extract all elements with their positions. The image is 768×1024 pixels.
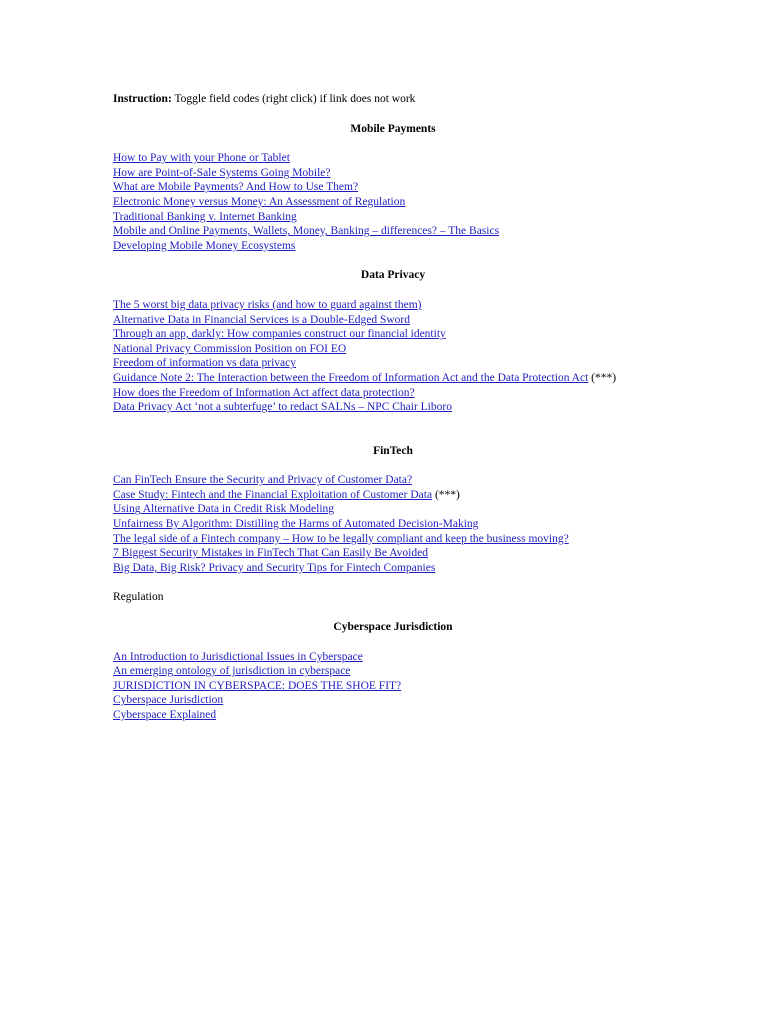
link-note-marker: (***) — [432, 488, 460, 501]
instruction-label: Instruction: — [113, 93, 172, 105]
link-cyberspace-explained[interactable]: Cyberspace Explained — [113, 709, 217, 721]
list-item — [113, 546, 673, 561]
instruction-text: Toggle field codes (right click) if link does not work — [171, 93, 416, 105]
link-legal-side-fintech[interactable]: The legal side of a Fintech company – How to be legally compliant and keep the business moving? — [113, 532, 569, 545]
list-item — [113, 502, 673, 517]
link-alternative-data-sword[interactable]: Alternative Data in Financial Services is a Double-Edged Sword — [113, 313, 411, 326]
list-item — [113, 371, 673, 386]
link-pos-going-mobile[interactable]: How are Point-of-Sale Systems Going Mobile? — [113, 166, 331, 179]
list-item — [113, 561, 673, 576]
list-item — [113, 327, 673, 342]
link-fintech-security-privacy[interactable]: Can FinTech Ensure the Security and Privacy of Customer Data? — [113, 474, 413, 487]
link-npc-position-foi[interactable]: National Privacy Commission Position on FOI EO — [113, 342, 347, 355]
list-item — [113, 224, 673, 239]
list-item — [113, 386, 673, 401]
link-foi-affect-protection[interactable]: How does the Freedom of Information Act affect data protection? — [113, 386, 415, 399]
list-item — [113, 664, 673, 679]
list-item — [113, 151, 673, 166]
list-item — [113, 650, 673, 665]
list-item — [113, 180, 673, 195]
list-item — [113, 195, 673, 210]
link-guidance-note-2[interactable]: Guidance Note 2: The Interaction between the Freedom of Information Act and the Data Protection Act — [113, 371, 589, 384]
link-traditional-banking[interactable]: Traditional Banking v. Internet Banking — [113, 210, 297, 223]
link-list-data-privacy — [113, 298, 673, 415]
list-item — [113, 342, 673, 357]
list-item — [113, 517, 673, 532]
regulation-label: Regulation — [113, 591, 164, 604]
link-mobile-online-payments[interactable]: Mobile and Online Payments, Wallets, Money, Banking – differences? – The Basics — [113, 225, 500, 238]
list-item — [113, 679, 673, 694]
list-item — [113, 532, 673, 547]
link-jurisdictional-issues[interactable]: An Introduction to Jurisdictional Issues in Cyberspace — [113, 650, 363, 663]
link-cyberspace-jurisdiction[interactable]: Cyberspace Jurisdiction — [113, 694, 224, 707]
link-big-data-big-risk[interactable]: Big Data, Big Risk? Privacy and Security Tips for Fintech Companies — [113, 561, 436, 574]
section-heading-cyberspace: Cyberspace Jurisdiction — [333, 621, 453, 634]
link-note-marker: (***) — [588, 371, 617, 384]
list-item — [113, 239, 673, 254]
link-pay-with-phone[interactable]: How to Pay with your Phone or Tablet — [113, 152, 290, 165]
link-foi-vs-privacy[interactable]: Freedom of information vs data privacy — [113, 357, 296, 370]
link-list-cyberspace — [113, 650, 673, 723]
link-salns-npc-chair[interactable]: Data Privacy Act ‘not a subterfuge’ to redact SALNs – NPC Chair Liboro — [113, 401, 452, 414]
list-item — [113, 708, 673, 723]
document-page — [113, 92, 673, 738]
list-item — [113, 473, 673, 488]
list-item — [113, 298, 673, 313]
link-list-fintech — [113, 473, 673, 575]
link-emerging-ontology[interactable]: An emerging ontology of jurisdiction in cyberspace — [113, 665, 351, 678]
link-mobile-money-ecosystems[interactable]: Developing Mobile Money Ecosystems — [113, 239, 296, 252]
section-heading-mobile-payments: Mobile Payments — [350, 122, 436, 135]
link-unfairness-by-algorithm[interactable]: Unfairness By Algorithm: Distilling the Harms of Automated Decision-Making — [113, 518, 479, 531]
list-item — [113, 693, 673, 708]
link-electronic-money[interactable]: Electronic Money versus Money: An Assessment of Regulation — [113, 195, 406, 208]
section-heading-data-privacy: Data Privacy — [360, 269, 426, 282]
list-item — [113, 356, 673, 371]
list-item — [113, 166, 673, 181]
list-item — [113, 488, 673, 503]
link-alternative-data-credit[interactable]: Using Alternative Data in Credit Risk Modeling — [113, 503, 335, 516]
instruction-line — [113, 92, 673, 107]
link-what-are-mobile-payments[interactable]: What are Mobile Payments? And How to Use Them? — [113, 181, 359, 194]
section-heading-fintech: FinTech — [373, 444, 413, 457]
link-case-study-fintech[interactable]: Case Study: Fintech and the Financial Exploitation of Customer Data — [113, 488, 433, 501]
list-item — [113, 210, 673, 225]
link-security-mistakes[interactable]: 7 Biggest Security Mistakes in FinTech That Can Easily Be Avoided — [113, 547, 428, 560]
link-shoe-fit[interactable]: JURISDICTION IN CYBERSPACE: DOES THE SHOE FIT? — [113, 679, 402, 692]
link-worst-privacy-risks[interactable]: The 5 worst big data privacy risks (and how to guard against them) — [113, 298, 422, 311]
link-list-mobile-payments — [113, 151, 673, 253]
list-item — [113, 400, 673, 415]
list-item — [113, 313, 673, 328]
link-through-an-app[interactable]: Through an app, darkly: How companies construct our financial identity — [113, 328, 446, 341]
